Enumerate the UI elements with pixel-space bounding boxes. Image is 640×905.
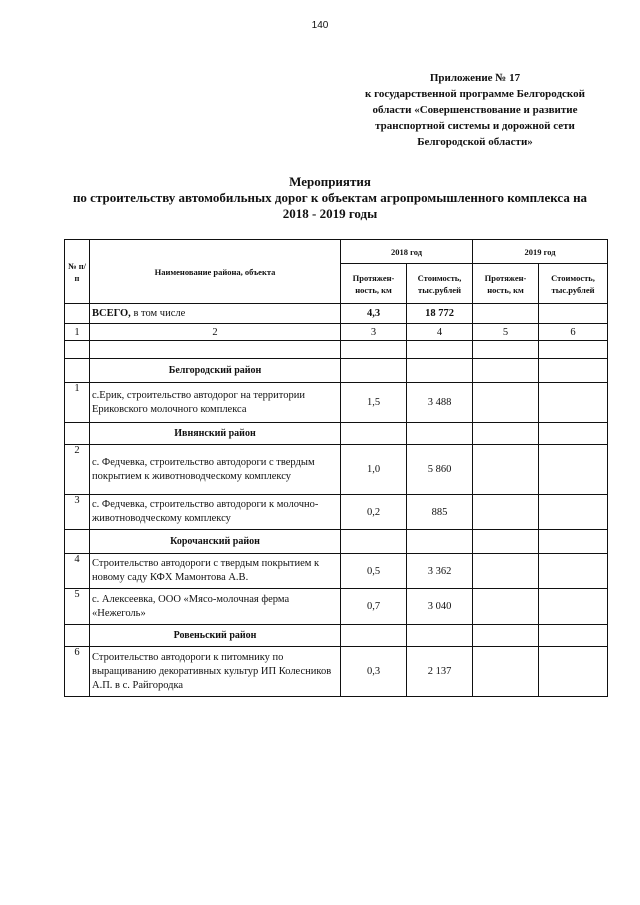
header-length-2019: Протяжен-ность, км bbox=[473, 264, 539, 304]
appendix-block bbox=[340, 70, 610, 150]
table-row bbox=[65, 495, 608, 530]
empty-cell bbox=[539, 423, 608, 445]
title-line: Мероприятия bbox=[289, 174, 371, 189]
total-num bbox=[65, 304, 90, 324]
empty-cell bbox=[341, 530, 407, 554]
empty-cell bbox=[473, 625, 539, 647]
row-name: Строительство автодороги к питомнику по выращиванию декоративных культур ИП Колесников А.П. в с. Райгородка bbox=[90, 647, 341, 697]
column-numbers-row bbox=[65, 324, 608, 341]
header-cost-2018: Стоимость, тыс.рублей bbox=[407, 264, 473, 304]
header-length-2018: Протяжен-ность, км bbox=[341, 264, 407, 304]
empty-cell bbox=[539, 495, 608, 530]
column-number: 4 bbox=[407, 324, 473, 341]
row-cost: 3 362 bbox=[407, 554, 473, 589]
empty-cell bbox=[473, 445, 539, 495]
empty-cell bbox=[90, 341, 341, 359]
empty-cell bbox=[341, 359, 407, 383]
empty-cell bbox=[539, 359, 608, 383]
empty-cell bbox=[473, 647, 539, 697]
total-cost-2019 bbox=[539, 304, 608, 324]
empty-cell bbox=[65, 423, 90, 445]
row-num: 2 bbox=[65, 445, 90, 495]
row-name: с. Федчевка, строительство автодороги с твердым покрытием к животноводческому комплексу bbox=[90, 445, 341, 495]
row-num: 5 bbox=[65, 589, 90, 625]
header-year-2018: 2018 год bbox=[341, 240, 473, 264]
district-row bbox=[65, 423, 608, 445]
row-length: 0,7 bbox=[341, 589, 407, 625]
district-row bbox=[65, 359, 608, 383]
empty-row bbox=[65, 341, 608, 359]
column-number: 5 bbox=[473, 324, 539, 341]
total-length: 4,3 bbox=[341, 304, 407, 324]
table-row bbox=[65, 445, 608, 495]
table-row bbox=[65, 647, 608, 697]
row-name: с.Ерик, строительство автодорог на территории Ериковского молочного комплекса bbox=[90, 383, 341, 423]
row-num: 4 bbox=[65, 554, 90, 589]
empty-cell bbox=[341, 341, 407, 359]
district-row bbox=[65, 625, 608, 647]
title-line: по строительству автомобильных дорог к объектам агропромышленного комплекса на bbox=[72, 190, 588, 205]
page-number: 140 bbox=[311, 20, 329, 31]
row-cost: 5 860 bbox=[407, 445, 473, 495]
empty-cell bbox=[407, 359, 473, 383]
empty-cell bbox=[539, 383, 608, 423]
empty-cell bbox=[65, 530, 90, 554]
header-year-2019: 2019 год bbox=[473, 240, 608, 264]
appendix-line: к государственной программе Белгородской bbox=[365, 88, 585, 100]
empty-cell bbox=[473, 495, 539, 530]
row-length: 1,0 bbox=[341, 445, 407, 495]
empty-cell bbox=[473, 341, 539, 359]
empty-cell bbox=[407, 530, 473, 554]
appendix-line: области «Совершенствование и развитие bbox=[372, 104, 578, 116]
empty-cell bbox=[539, 341, 608, 359]
row-num: 6 bbox=[65, 647, 90, 697]
empty-cell bbox=[539, 625, 608, 647]
row-num: 1 bbox=[65, 383, 90, 423]
total-cost: 18 772 bbox=[407, 304, 473, 324]
header-cost-2019: Стоимость, тыс.рублей bbox=[539, 264, 608, 304]
district-name: Ивнянский район bbox=[90, 423, 341, 445]
empty-cell bbox=[473, 359, 539, 383]
empty-cell bbox=[539, 530, 608, 554]
header-name: Наименование района, объекта bbox=[90, 240, 341, 304]
empty-cell bbox=[65, 625, 90, 647]
empty-cell bbox=[407, 341, 473, 359]
row-cost: 2 137 bbox=[407, 647, 473, 697]
district-name: Корочанский район bbox=[90, 530, 341, 554]
appendix-line: Приложение № 17 bbox=[429, 72, 521, 84]
empty-cell bbox=[341, 423, 407, 445]
row-length: 0,5 bbox=[341, 554, 407, 589]
row-name: с. Федчевка, строительство автодороги к молочно-животноводческому комплексу bbox=[90, 495, 341, 530]
district-name: Белгородский район bbox=[90, 359, 341, 383]
projects-table bbox=[64, 239, 608, 697]
empty-cell bbox=[539, 554, 608, 589]
empty-cell bbox=[473, 589, 539, 625]
row-cost: 3 488 bbox=[407, 383, 473, 423]
document-title bbox=[40, 174, 620, 222]
total-label-bold: ВСЕГО, bbox=[92, 308, 131, 319]
empty-cell bbox=[65, 341, 90, 359]
table-row bbox=[65, 383, 608, 423]
total-label bbox=[90, 304, 341, 324]
empty-cell bbox=[65, 359, 90, 383]
row-cost: 3 040 bbox=[407, 589, 473, 625]
empty-cell bbox=[473, 383, 539, 423]
column-number: 3 bbox=[341, 324, 407, 341]
district-row bbox=[65, 530, 608, 554]
empty-cell bbox=[473, 423, 539, 445]
row-length: 0,3 bbox=[341, 647, 407, 697]
row-length: 0,2 bbox=[341, 495, 407, 530]
row-cost: 885 bbox=[407, 495, 473, 530]
row-num: 3 bbox=[65, 495, 90, 530]
column-number: 6 bbox=[539, 324, 608, 341]
empty-cell bbox=[473, 554, 539, 589]
appendix-line: Белгородской области» bbox=[417, 136, 533, 148]
empty-cell bbox=[539, 647, 608, 697]
total-row bbox=[65, 304, 608, 324]
table-header-row bbox=[65, 240, 608, 264]
header-num: № п/п bbox=[65, 240, 90, 304]
title-line: 2018 - 2019 годы bbox=[282, 206, 378, 221]
empty-cell bbox=[539, 589, 608, 625]
column-number: 2 bbox=[90, 324, 341, 341]
empty-cell bbox=[473, 530, 539, 554]
row-length: 1,5 bbox=[341, 383, 407, 423]
total-label-rest: в том числе bbox=[130, 308, 186, 319]
row-name: Строительство автодороги с твердым покрытием к новому саду КФХ Мамонтова А.В. bbox=[90, 554, 341, 589]
row-name: с. Алексеевка, ООО «Мясо-молочная ферма «Нежеголь» bbox=[90, 589, 341, 625]
total-length-2019 bbox=[473, 304, 539, 324]
empty-cell bbox=[407, 625, 473, 647]
table-row bbox=[65, 589, 608, 625]
appendix-line: транспортной системы и дорожной сети bbox=[375, 120, 575, 132]
district-name: Ровеньский район bbox=[90, 625, 341, 647]
table-row bbox=[65, 554, 608, 589]
empty-cell bbox=[539, 445, 608, 495]
empty-cell bbox=[407, 423, 473, 445]
column-number: 1 bbox=[65, 324, 90, 341]
empty-cell bbox=[341, 625, 407, 647]
